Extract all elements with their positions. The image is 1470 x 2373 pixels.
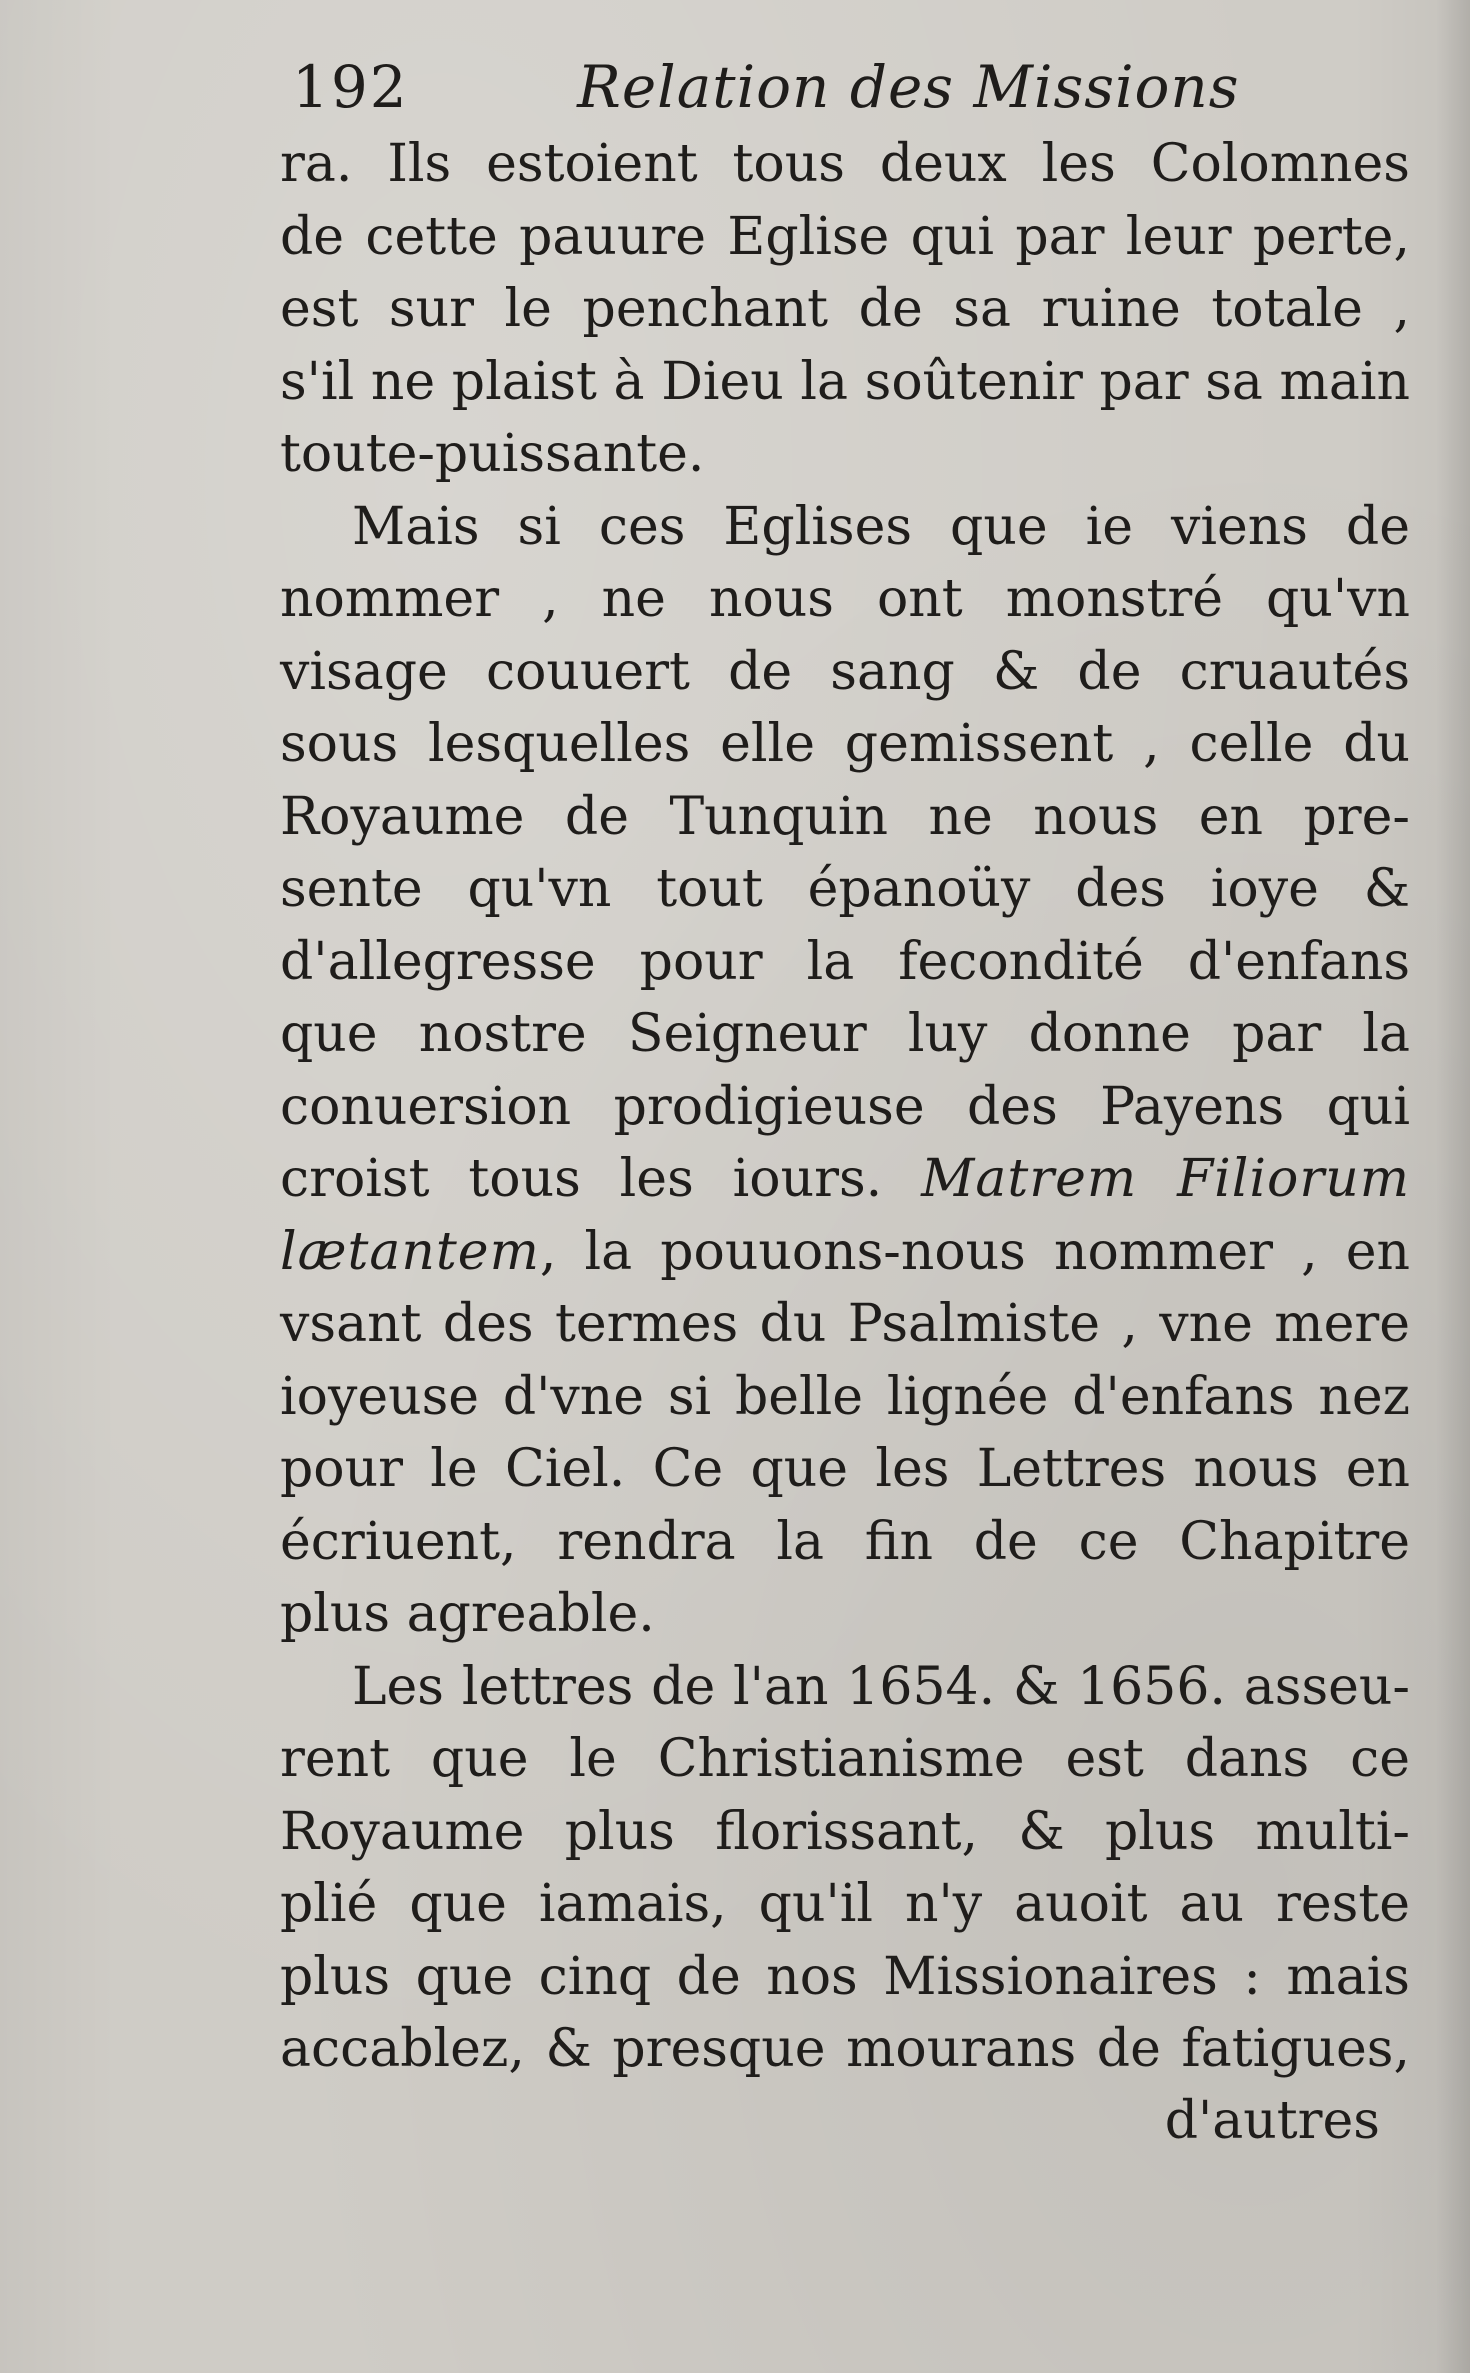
- text-line: que nostre Seigneur luy donne par la: [280, 1004, 1410, 1064]
- running-header: [292, 42, 1402, 132]
- text-line: plié que iamais, qu'il n'y auoit au reste: [280, 1874, 1410, 1934]
- text-line: ra. Ils estoient tous deux les Colomnes: [280, 134, 1410, 194]
- text-line: [280, 1143, 1410, 1216]
- text-line: Royaume plus florissant, & plus multi-: [280, 1801, 1410, 1862]
- text-line: toute-puissante.: [280, 424, 705, 484]
- text-line: écriuent, rendra la fin de ce Chapitre: [280, 1511, 1410, 1572]
- latin-quotation: lætantem: [280, 1221, 540, 1282]
- text-line: ioyeuse d'vne si belle lignée d'enfans nez: [280, 1366, 1410, 1427]
- body-text: [280, 128, 1410, 2086]
- running-title: Relation des Missions: [577, 53, 1240, 121]
- text-line: Royaume de Tunquin ne nous en pre-: [280, 786, 1410, 847]
- text-segment: , la pouuons-nous nommer , en: [539, 1221, 1410, 1282]
- text-line: plus agreable.: [280, 1584, 655, 1644]
- text-line: pour le Ciel. Ce que les Lettres nous en: [280, 1439, 1410, 1499]
- text-line: [280, 1216, 1410, 1289]
- text-line: sente qu'vn tout épanoüy des ioye &: [280, 859, 1410, 919]
- text-segment: croist tous les iours.: [280, 1149, 883, 1209]
- text-line: nommer , ne nous ont monstré qu'vn: [280, 569, 1410, 629]
- page-edge-shadow: [1436, 0, 1470, 2373]
- text-line: visage couuert de sang & de cruautés: [280, 641, 1410, 702]
- text-line: de cette pauure Eglise qui par leur perte,: [280, 206, 1410, 267]
- text-line: accablez, & presque mourans de fatigues,: [280, 2019, 1410, 2079]
- catchword: d'autres: [1164, 2091, 1380, 2151]
- page-number: 192: [292, 53, 409, 121]
- text-line: conuersion prodigieuse des Payens qui: [280, 1076, 1410, 1137]
- text-line: est sur le penchant de sa ruine totale ,: [280, 279, 1410, 339]
- text-line: s'il ne plaist à Dieu la soûtenir par sa main: [280, 351, 1410, 412]
- text-line: rent que le Christianisme est dans ce: [280, 1729, 1410, 1789]
- text-line: plus que cinq de nos Missionaires : mais: [280, 1946, 1410, 2007]
- text-line: sous lesquelles elle gemissent , celle du: [280, 714, 1410, 774]
- text-line: Les lettres de l'an 1654. & 1656. asseu-: [352, 1656, 1410, 1717]
- latin-quotation: Matrem Filiorum: [921, 1149, 1411, 1209]
- text-line: Mais si ces Eglises que ie viens de: [352, 496, 1410, 557]
- text-line: vsant des termes du Psalmiste , vne mere: [280, 1294, 1410, 1354]
- text-line: d'allegresse pour la fecondité d'enfans: [280, 931, 1410, 992]
